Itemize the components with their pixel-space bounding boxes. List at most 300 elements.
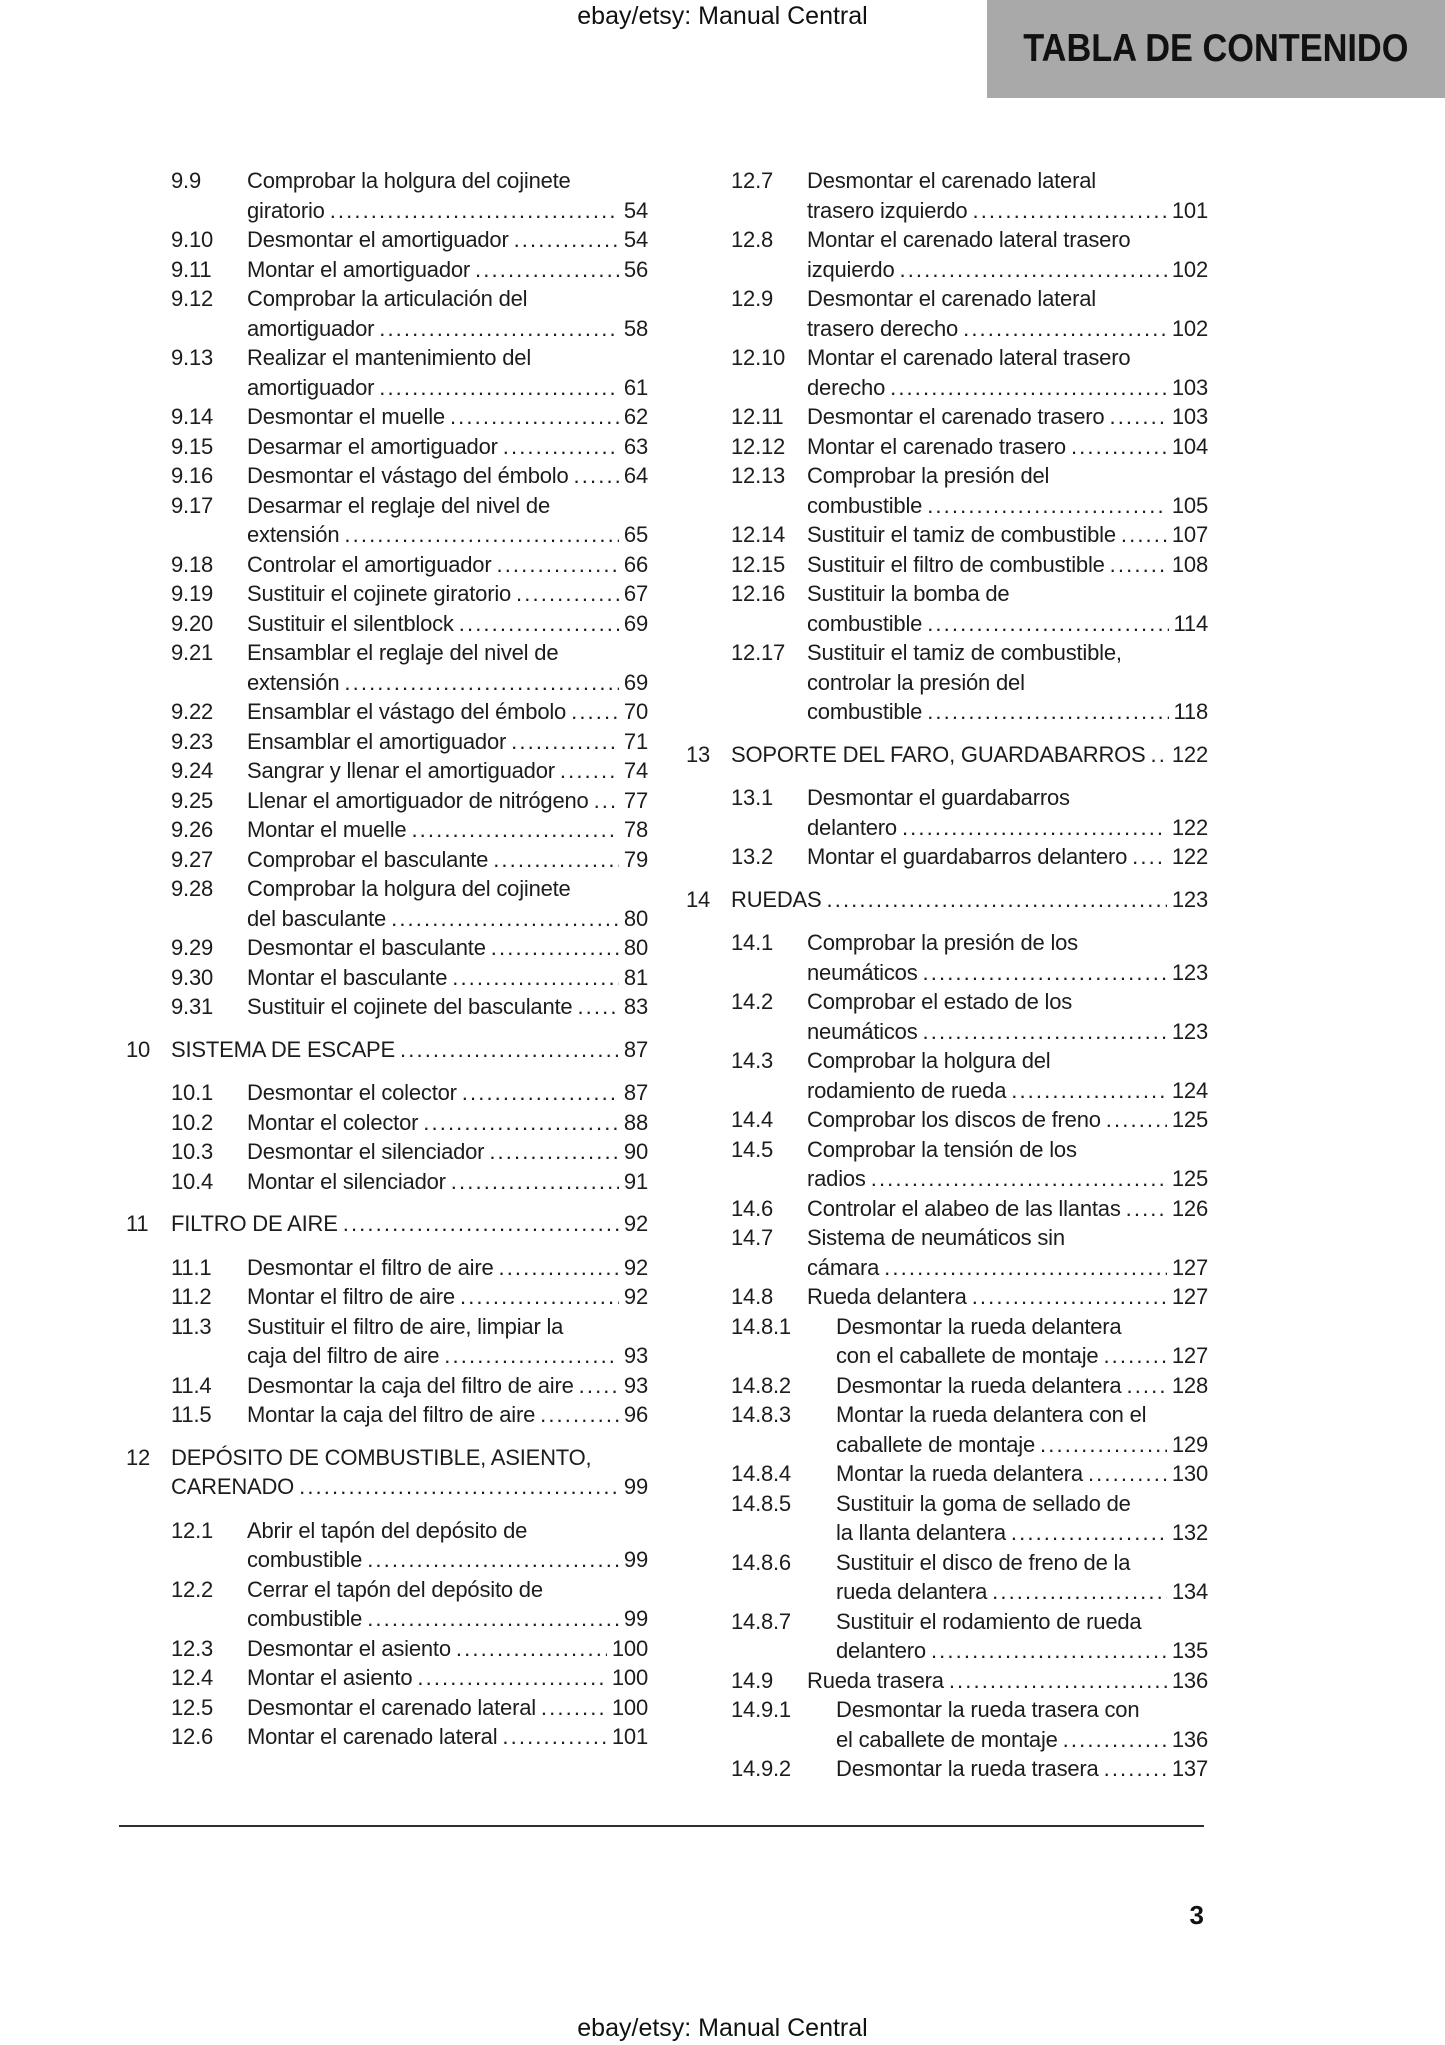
toc-entry-title: Sustituir el filtro de combustible: [807, 551, 1105, 577]
toc-entry-title: Desmontar el vástago del émbolo: [247, 463, 569, 488]
toc-entry-page: 93: [623, 1372, 648, 1398]
toc-entry-title: el caballete de montaje: [836, 1726, 1058, 1752]
toc-entry: [122, 1575, 648, 1634]
toc-entry-page: 129: [1171, 1431, 1208, 1457]
toc-entry-title-line: Sustituir la goma de sellado de: [836, 1490, 1131, 1516]
toc-entry-title-block: [807, 402, 1208, 432]
toc-entry-page: 80: [623, 905, 648, 931]
toc-entry-page: 102: [1171, 315, 1208, 341]
toc-entry: [122, 225, 648, 255]
toc-banner-title: TABLA DE CONTENIDO: [1023, 27, 1409, 70]
toc-entry-number: 9.22: [171, 699, 214, 724]
toc-entry-page: 125: [1171, 1107, 1208, 1132]
toc-entry-number: 14: [686, 886, 711, 912]
toc-entry-number: 9.10: [171, 227, 214, 252]
toc-right-column: [682, 166, 1208, 1784]
toc-entry-number: 12: [126, 1444, 151, 1470]
toc-entry-title: Montar el muelle: [247, 817, 407, 842]
toc-entry-number: 11.5: [171, 1402, 212, 1427]
toc-entry-title: Controlar el alabeo de las llantas: [807, 1195, 1121, 1221]
toc-entry-number: 12.3: [171, 1635, 214, 1661]
dot-leader: [462, 1078, 619, 1108]
toc-entry-page: 64: [623, 463, 648, 488]
toc-entry-page: 90: [623, 1139, 648, 1164]
toc-entry-number: 12.5: [171, 1694, 214, 1720]
toc-entry-title-block: [247, 756, 648, 786]
dot-leader: [456, 1634, 607, 1664]
dot-leader: [871, 1164, 1167, 1194]
toc-entry: [122, 343, 648, 402]
toc-entry-title-block: [807, 1223, 1208, 1282]
toc-entry-number: 9.25: [171, 787, 214, 813]
toc-entry-title-block: [807, 1194, 1208, 1224]
toc-entry-number: 14.8.2: [731, 1372, 791, 1398]
dot-leader: [1011, 1518, 1167, 1548]
toc-entry: [122, 1108, 648, 1138]
toc-entry: [122, 1282, 648, 1312]
toc-entry-title: Montar el silenciador: [247, 1168, 446, 1194]
toc-entry-title: Desmontar la rueda trasera: [836, 1756, 1099, 1781]
toc-entry-number: 9.16: [171, 463, 214, 488]
dot-leader: [503, 432, 619, 462]
toc-entry: [122, 1400, 648, 1430]
toc-entry-title-line: Sustituir el tamiz de combustible,: [807, 640, 1122, 665]
toc-entry-title: Sustituir el cojinete giratorio: [247, 581, 512, 606]
toc-entry-title-block: [247, 963, 648, 993]
dot-leader: [493, 845, 619, 875]
toc-entry-title: neumáticos: [807, 1018, 918, 1044]
toc-entry-title-block: [836, 1489, 1208, 1548]
toc-entry-title-block: [247, 1722, 648, 1752]
toc-entry-page: 87: [623, 1036, 648, 1062]
toc-entry-number: 14.8: [731, 1284, 774, 1309]
toc-entry-page: 93: [623, 1343, 648, 1368]
dot-leader: [475, 255, 619, 285]
toc-entry-title-block: [807, 928, 1208, 987]
toc-entry-title-line: Comprobar la holgura del cojinete: [247, 168, 571, 193]
dot-leader: [1126, 1371, 1166, 1401]
toc-entry-page: 103: [1171, 404, 1208, 429]
toc-entry-title: Comprobar el basculante: [247, 846, 489, 872]
toc-entry-title: combustible: [807, 492, 923, 518]
toc-banner: [987, 0, 1445, 98]
toc-entry-title: extensión: [247, 669, 340, 695]
toc-entry-title-block: [247, 874, 648, 933]
toc-entry-number: 12.17: [731, 640, 786, 665]
dot-leader: [574, 461, 619, 491]
toc-entry-title-block: [247, 491, 648, 550]
toc-entry-title-block: [807, 520, 1208, 550]
toc-entry-page: 136: [1171, 1726, 1208, 1752]
toc-entry-title-block: [247, 609, 648, 639]
toc-entry-number: 9.18: [171, 551, 214, 577]
toc-entry-title: Desmontar el asiento: [247, 1635, 451, 1661]
toc-entry-title: derecho: [807, 374, 886, 400]
toc-entry-number: 14.9.1: [731, 1697, 791, 1722]
toc-entry: [682, 1695, 1208, 1754]
toc-entry: [682, 520, 1208, 550]
toc-entry: [122, 1312, 648, 1371]
dot-leader: [423, 1108, 619, 1138]
toc-entry-number: 11.2: [171, 1284, 212, 1309]
toc-entry-title: RUEDAS: [731, 886, 822, 912]
toc-entry-number: 12.12: [731, 433, 786, 459]
dot-leader: [1109, 402, 1166, 432]
dot-leader: [450, 402, 619, 432]
toc-entry-title-block: [247, 550, 648, 580]
toc-entry-number: 12.11: [731, 404, 784, 429]
toc-entry-page: 114: [1173, 610, 1208, 636]
toc-entry-title-block: [807, 166, 1208, 225]
toc-entry-title: FILTRO DE AIRE: [171, 1211, 338, 1236]
toc-entry-title-block: [247, 1634, 648, 1664]
toc-entry-title-block: [807, 550, 1208, 580]
toc-entry-title-block: [171, 1209, 648, 1239]
toc-entry: [122, 1078, 648, 1108]
toc-entry-page: 100: [611, 1665, 648, 1690]
dot-leader: [1071, 432, 1167, 462]
toc-entry-number: 11.4: [171, 1372, 212, 1398]
toc-entry-number: 9.23: [171, 728, 214, 754]
toc-entry-title-block: [247, 1167, 648, 1197]
toc-entry-number: 9.26: [171, 817, 214, 842]
toc-entry: [122, 491, 648, 550]
toc-entry-title: Sustituir el cojinete del basculante: [247, 994, 573, 1019]
toc-entry-title-block: [247, 432, 648, 462]
toc-entry-page: 135: [1171, 1638, 1208, 1663]
toc-entry-title: Desmontar el carenado lateral: [247, 1694, 536, 1720]
toc-entry-number: 14.8.3: [731, 1402, 791, 1427]
toc-entry-title: del basculante: [247, 905, 387, 931]
dot-leader: [540, 1400, 619, 1430]
dot-leader: [1011, 1076, 1167, 1106]
toc-entry-title: Desarmar el amortiguador: [247, 433, 498, 459]
toc-entry-title-line: Montar el carenado lateral trasero: [807, 227, 1131, 252]
toc-entry-title: Montar el basculante: [247, 964, 448, 990]
toc-entry-page: 87: [623, 1080, 648, 1105]
toc-entry-title-block: [247, 1371, 648, 1401]
toc-entry: [122, 402, 648, 432]
toc-entry: [122, 933, 648, 963]
toc-entry-title: Desmontar el basculante: [247, 935, 486, 960]
toc-entry-title-line: Sustituir el rodamiento de rueda: [836, 1608, 1142, 1634]
toc-entry-title-line: Cerrar el tapón del depósito de: [247, 1576, 543, 1602]
dot-leader: [411, 815, 618, 845]
toc-entry-number: 14.5: [731, 1136, 774, 1162]
toc-entry-page: 127: [1171, 1284, 1208, 1309]
toc-entry-title: Rueda trasera: [807, 1667, 944, 1693]
dot-leader: [1040, 1430, 1167, 1460]
toc-entry-title-line: Desmontar la rueda delantera: [836, 1313, 1122, 1339]
dot-leader: [367, 1604, 619, 1634]
toc-entry-title: izquierdo: [807, 256, 895, 282]
toc-entry-number: 14.8.4: [731, 1461, 791, 1486]
toc-entry: [682, 1371, 1208, 1401]
toc-entry-title: combustible: [247, 1547, 363, 1572]
toc-entry-title-line: Comprobar la presión de los: [807, 930, 1078, 955]
dot-leader: [899, 255, 1166, 285]
toc-entry-title-block: [807, 284, 1208, 343]
toc-entry-title: Desmontar la caja del filtro de aire: [247, 1372, 574, 1398]
toc-entry-number: 14.1: [731, 930, 774, 955]
toc-entry-title-block: [247, 402, 648, 432]
toc-entry-page: 96: [623, 1402, 648, 1427]
toc-entry-title-block: [247, 1108, 648, 1138]
toc-entry-title-line: Comprobar el estado de los: [807, 989, 1073, 1014]
toc-entry-page: 92: [623, 1284, 648, 1309]
toc-entry-title-block: [247, 1516, 648, 1575]
dot-leader: [460, 1282, 619, 1312]
toc-entry-number: 11.3: [171, 1313, 212, 1339]
toc-entry-title: Montar el carenado lateral: [247, 1724, 498, 1749]
toc-entry-number: 14.8.7: [731, 1608, 791, 1634]
toc-entry-page: 99: [623, 1547, 648, 1572]
toc-entry-title-block: [247, 343, 648, 402]
toc-entry: [682, 225, 1208, 284]
toc-entry-number: 12.14: [731, 522, 786, 547]
dot-leader: [330, 196, 619, 226]
dot-leader: [577, 992, 618, 1022]
toc-entry-page: 58: [623, 315, 648, 341]
toc-entry-title-line: Abrir el tapón del depósito de: [247, 1517, 528, 1543]
toc-entry-number: 10.3: [171, 1139, 214, 1164]
toc-entry-page: 101: [611, 1724, 648, 1749]
toc-entry-page: 62: [623, 404, 648, 429]
toc-entry-title-line: Comprobar la articulación del: [247, 286, 528, 311]
toc-entry-number: 14.6: [731, 1195, 774, 1221]
toc-entry-page: 107: [1171, 522, 1208, 547]
toc-entry: [682, 1607, 1208, 1666]
toc-entry-number: 9.31: [171, 994, 214, 1019]
toc-entry: [122, 1443, 648, 1502]
toc-entry-page: 67: [623, 581, 648, 606]
toc-entry-number: 13.2: [731, 844, 774, 869]
toc-entry-number: 9.14: [171, 404, 214, 429]
toc-entry-number: 9.12: [171, 286, 214, 311]
toc-entry-page: 81: [623, 964, 648, 990]
toc-entry-title-line: Sistema de neumáticos sin: [807, 1225, 1065, 1250]
toc-entry: [122, 963, 648, 993]
toc-entry: [122, 609, 648, 639]
dot-leader: [444, 1341, 619, 1371]
toc-columns: [122, 166, 1208, 1784]
toc-entry-page: 70: [623, 699, 648, 724]
toc-entry-title: Montar el guardabarros delantero: [807, 844, 1128, 869]
dot-leader: [1110, 550, 1167, 580]
toc-entry-title: caja del filtro de aire: [247, 1343, 440, 1368]
toc-entry: [122, 166, 648, 225]
dot-leader: [1063, 1725, 1167, 1755]
toc-entry: [682, 1548, 1208, 1607]
toc-entry: [122, 1722, 648, 1752]
dot-leader: [344, 520, 619, 550]
toc-entry: [122, 1137, 648, 1167]
toc-entry-title-line: Comprobar la presión del: [807, 463, 1050, 488]
toc-entry-title-block: [247, 727, 648, 757]
toc-entry-title-block: [807, 432, 1208, 462]
toc-entry-title-line: Sustituir el disco de freno de la: [836, 1549, 1131, 1575]
toc-entry-title: Montar el colector: [247, 1109, 419, 1135]
toc-entry-page: 123: [1171, 959, 1208, 985]
toc-entry-title-line: DEPÓSITO DE COMBUSTIBLE, ASIENTO,: [171, 1444, 592, 1470]
dot-leader: [827, 885, 1167, 915]
toc-entry-page: 104: [1171, 433, 1208, 459]
dot-leader: [344, 668, 619, 698]
toc-entry-number: 9.30: [171, 964, 214, 990]
toc-entry-title-block: [731, 740, 1208, 770]
toc-entry: [122, 638, 648, 697]
toc-entry-title: Desmontar la rueda delantera: [836, 1372, 1122, 1398]
toc-entry-page: 99: [623, 1606, 648, 1631]
toc-entry-page: 127: [1171, 1254, 1208, 1280]
toc-entry: [682, 1666, 1208, 1696]
toc-entry-title-block: [836, 1371, 1208, 1401]
dot-leader: [902, 813, 1167, 843]
toc-entry-title: Ensamblar el vástago del émbolo: [247, 699, 567, 724]
toc-entry-number: 9.19: [171, 581, 214, 606]
toc-entry-number: 11: [126, 1211, 149, 1236]
dot-leader: [1106, 1105, 1167, 1135]
toc-entry-page: 118: [1173, 699, 1208, 724]
toc-entry-number: 14.9.2: [731, 1756, 791, 1781]
dot-leader: [890, 373, 1167, 403]
toc-entry: [122, 255, 648, 285]
toc-entry-title: Montar la caja del filtro de aire: [247, 1402, 536, 1427]
toc-entry-number: 14.3: [731, 1048, 774, 1073]
dot-leader: [496, 550, 618, 580]
toc-entry-title-block: [836, 1312, 1208, 1371]
toc-entry-title-line: Desarmar el reglaje del nivel de: [247, 492, 550, 518]
toc-entry: [122, 1209, 648, 1239]
toc-entry-title: Sustituir el tamiz de combustible: [807, 522, 1116, 547]
toc-entry-page: 105: [1171, 492, 1208, 518]
toc-entry-title: Montar el filtro de aire: [247, 1284, 455, 1309]
page-number: 3: [1189, 1900, 1204, 1930]
toc-entry-page: 134: [1171, 1579, 1208, 1604]
toc-entry: [682, 1223, 1208, 1282]
toc-entry-title: Montar el asiento: [247, 1665, 413, 1690]
toc-entry-title-block: [247, 461, 648, 491]
toc-entry-title-block: [807, 1105, 1208, 1135]
toc-entry-title-block: [807, 579, 1208, 638]
toc-entry: [682, 550, 1208, 580]
toc-entry: [122, 1663, 648, 1693]
toc-entry-page: 132: [1171, 1520, 1208, 1545]
toc-entry-title-block: [807, 1282, 1208, 1312]
toc-entry-title: giratorio: [247, 197, 325, 223]
toc-entry-title-line: Comprobar la holgura del: [807, 1048, 1051, 1073]
toc-entry-title: combustible: [807, 610, 923, 636]
dot-leader: [884, 1253, 1167, 1283]
dot-leader: [594, 786, 619, 816]
toc-entry-number: 12.9: [731, 286, 774, 311]
toc-entry-page: 136: [1171, 1667, 1208, 1693]
toc-entry-title: delantero: [807, 814, 897, 840]
toc-entry-title-block: [247, 1078, 648, 1108]
toc-entry-title-line: Desmontar el guardabarros: [807, 785, 1070, 810]
toc-entry-title: Desmontar el amortiguador: [247, 227, 509, 252]
toc-entry: [682, 579, 1208, 638]
toc-entry: [122, 786, 648, 816]
toc-entry-title: Montar el amortiguador: [247, 256, 471, 282]
toc-entry-number: 14.8.5: [731, 1490, 791, 1516]
toc-entry: [682, 1282, 1208, 1312]
dot-leader: [367, 1545, 619, 1575]
toc-entry-page: 122: [1171, 741, 1208, 767]
toc-entry-title-block: [247, 1137, 648, 1167]
toc-entry-page: 124: [1171, 1077, 1208, 1103]
dot-leader: [927, 697, 1168, 727]
toc-entry-title: trasero derecho: [807, 315, 959, 341]
toc-entry: [122, 1634, 648, 1664]
dot-leader: [502, 1722, 607, 1752]
toc-entry-page: 79: [623, 846, 648, 872]
toc-entry: [682, 783, 1208, 842]
toc-entry-title-block: [836, 1400, 1208, 1459]
toc-entry-title-block: [807, 638, 1208, 727]
toc-entry-number: 9.28: [171, 876, 214, 901]
dot-leader: [498, 1253, 618, 1283]
toc-entry: [682, 1194, 1208, 1224]
dot-leader: [516, 579, 619, 609]
dot-leader: [927, 491, 1167, 521]
toc-entry: [682, 1489, 1208, 1548]
toc-entry-page: 78: [623, 817, 648, 842]
toc-entry-title-block: [836, 1459, 1208, 1489]
document-footer-title: ebay/etsy: Manual Central: [577, 2014, 868, 2042]
toc-entry-title: amortiguador: [247, 315, 375, 341]
toc-entry-title-block: [731, 885, 1208, 915]
toc-entry: [122, 1516, 648, 1575]
toc-entry-title-block: [247, 697, 648, 727]
toc-entry-page: 125: [1171, 1166, 1208, 1191]
toc-entry: [682, 461, 1208, 520]
dot-leader: [972, 1282, 1167, 1312]
toc-entry-number: 12.6: [171, 1724, 214, 1749]
toc-entry-title-block: [247, 255, 648, 285]
toc-entry-number: 9.24: [171, 758, 214, 783]
toc-entry-page: 123: [1171, 1018, 1208, 1044]
dot-leader: [571, 697, 619, 727]
toc-entry-title: extensión: [247, 522, 340, 547]
toc-entry-title-block: [171, 1443, 648, 1502]
toc-entry-number: 14.9: [731, 1667, 774, 1693]
toc-entry-page: 92: [623, 1211, 648, 1236]
toc-entry: [122, 1371, 648, 1401]
toc-entry: [122, 1167, 648, 1197]
toc-entry-title: amortiguador: [247, 374, 375, 400]
toc-entry: [122, 756, 648, 786]
toc-entry: [682, 166, 1208, 225]
toc-entry-page: 54: [623, 197, 648, 223]
dot-leader: [541, 1693, 607, 1723]
toc-entry-number: 11.1: [171, 1254, 212, 1280]
toc-entry-page: 127: [1171, 1343, 1208, 1368]
dot-leader: [1151, 740, 1167, 770]
toc-entry-page: 74: [623, 758, 648, 783]
toc-entry-title: Desmontar el muelle: [247, 404, 445, 429]
toc-entry-number: 12.10: [731, 345, 786, 370]
toc-entry-title-block: [247, 1663, 648, 1693]
toc-entry-title: SOPORTE DEL FARO, GUARDABARROS: [731, 741, 1146, 767]
toc-entry: [682, 842, 1208, 872]
toc-entry-number: 9.9: [171, 168, 201, 193]
toc-entry-page: 102: [1171, 256, 1208, 282]
toc-entry: [682, 402, 1208, 432]
toc-entry: [682, 1046, 1208, 1105]
toc-entry-title: rueda delantera: [836, 1579, 988, 1604]
toc-entry: [122, 1253, 648, 1283]
